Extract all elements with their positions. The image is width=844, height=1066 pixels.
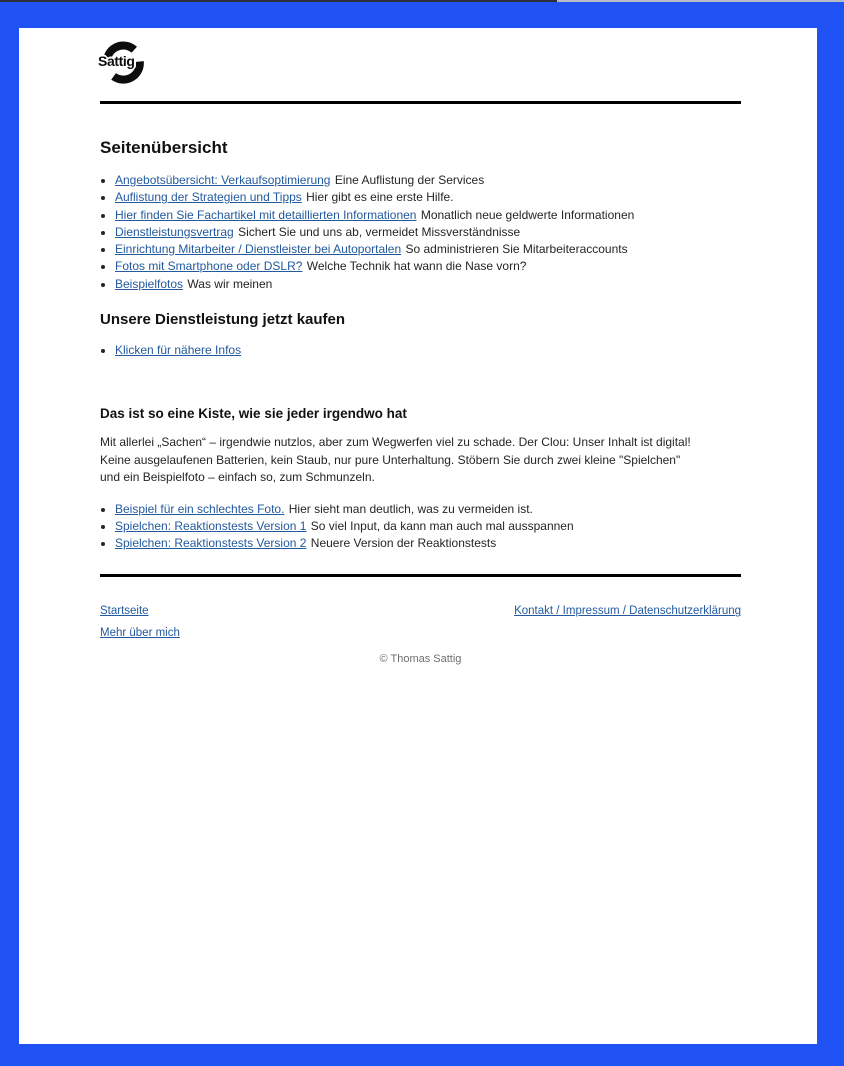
- list-item: [115, 224, 741, 241]
- list-item: [115, 172, 741, 189]
- list-item: [115, 207, 741, 224]
- item-description: Neuere Version der Reaktionstests: [310, 536, 497, 551]
- item-description: Hier gibt es eine erste Hilfe.: [306, 190, 454, 205]
- list-item: [115, 241, 741, 258]
- buy-section-title: Unsere Dienstleistung jetzt kaufen: [100, 310, 346, 328]
- logo-text: Sattig: [98, 53, 135, 69]
- list-item: [115, 189, 741, 206]
- item-link[interactable]: Beispiel für ein schlechtes Foto.: [115, 501, 285, 516]
- footer-link-row: [100, 605, 741, 617]
- item-link[interactable]: Spielchen: Reaktionstests Version 2: [115, 536, 307, 551]
- item-link[interactable]: Klicken für nähere Infos: [115, 342, 242, 357]
- footer-link-startseite[interactable]: Startseite: [100, 605, 149, 618]
- window-top-edge: [0, 0, 844, 2]
- footer-divider: [100, 574, 741, 577]
- item-link[interactable]: Fotos mit Smartphone oder DSLR?: [115, 259, 303, 274]
- copyright-text: © Thomas Sattig: [379, 653, 462, 666]
- page-title: Seitenübersicht: [100, 138, 228, 157]
- buy-link-list: [100, 342, 741, 359]
- kiste-paragraph: Mit allerlei „Sachen“ – irgendwie nutzlos, aber zum Wegwerfen viel zu schade. Der Clou: Unser Inhalt ist digital! Keine ausgelaufenen Batterien, kein Staub, nur pure Unterhaltung. Stöbern Sie durch zwei kleine "Spielchen" und ein Beispielfoto – einfach so, zum Schmunzeln.: [100, 435, 691, 485]
- item-description: Monatlich neue geldwerte Informationen: [420, 207, 635, 222]
- site-footer: [100, 605, 741, 665]
- item-link[interactable]: Hier finden Sie Fachartikel mit detaillierten Informationen: [115, 207, 417, 222]
- item-description: Was wir meinen: [187, 276, 273, 291]
- item-description: So viel Input, da kann man auch mal ausspannen: [310, 518, 574, 533]
- page-frame: [19, 28, 817, 1044]
- footer-link-mehr-ueber-mich[interactable]: Mehr über mich: [100, 627, 180, 640]
- kiste-link-list: [100, 501, 741, 553]
- list-item: [115, 258, 741, 275]
- item-link[interactable]: Angebotsübersicht: Verkaufsoptimierung: [115, 173, 331, 187]
- item-link[interactable]: Dienstleistungsvertrag: [115, 224, 234, 239]
- list-item: [115, 501, 741, 518]
- overview-link-list: [100, 172, 741, 293]
- item-description: Hier sieht man deutlich, was zu vermeiden ist.: [288, 501, 533, 516]
- footer-link-kontakt-impressum-datenschutz[interactable]: Kontakt / Impressum / Datenschutzerklärung: [514, 605, 741, 618]
- site-header: [100, 38, 741, 104]
- item-link[interactable]: Beispielfotos: [115, 276, 184, 291]
- item-description: Sichert Sie und uns ab, vermeidet Missverständnisse: [238, 224, 521, 239]
- main-content: [100, 138, 741, 665]
- list-item: [115, 518, 741, 535]
- list-item: [115, 276, 741, 293]
- footer-more-row: [100, 627, 741, 639]
- item-link[interactable]: Spielchen: Reaktionstests Version 1: [115, 518, 307, 533]
- list-item: [115, 535, 741, 552]
- header-divider: [100, 101, 741, 104]
- item-link[interactable]: Einrichtung Mitarbeiter / Dienstleister bei Autoportalen: [115, 242, 402, 257]
- list-item: [115, 342, 741, 359]
- item-description: So administrieren Sie Mitarbeiteraccounts: [405, 242, 628, 257]
- item-description: Welche Technik hat wann die Nase vorn?: [306, 259, 527, 274]
- kiste-section-title: Das ist so eine Kiste, wie sie jeder irgendwo hat: [100, 406, 407, 422]
- item-link[interactable]: Auflistung der Strategien und Tipps: [115, 190, 302, 205]
- site-logo[interactable]: [100, 38, 146, 84]
- item-description: Eine Auflistung der Services: [334, 173, 485, 187]
- content-column: [100, 38, 741, 665]
